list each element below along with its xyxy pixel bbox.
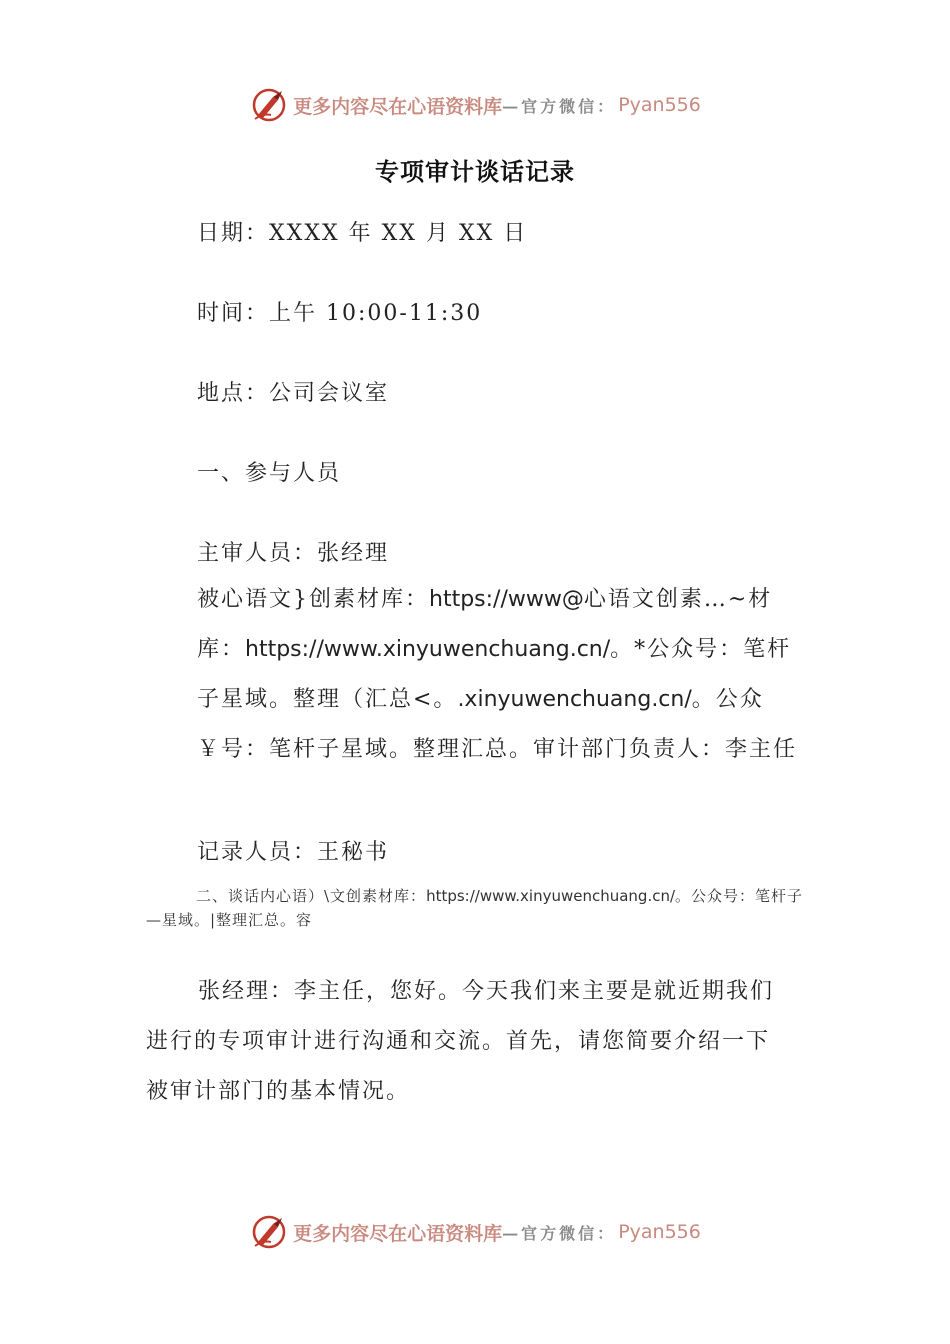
auditee-text-4: 。公众￥号：笔杆子星域。整理汇总。审计部门负责人：李主任: [197, 687, 798, 762]
content-url: https://www.xinyuwenchuang.cn/: [426, 887, 676, 905]
pen-logo-icon: [249, 1212, 289, 1252]
chief-auditor-line: 主审人员：张经理: [197, 541, 390, 566]
content-text-1: 二、谈话内心语）\文创素材库：: [196, 887, 427, 905]
header-watermark-banner: [0, 80, 950, 130]
dialogue-paragraph: 张经理：李主任，您好。今天我们来主要是就近期我们进行的专项审计进行沟通和交流。首先，请您简要介绍一下被审计部门的基本情况。: [146, 979, 775, 1104]
content-text-2: 。公众号：笔杆子—星域。|整理汇总。容: [146, 887, 804, 929]
banner-text: 更多内容尽在心语资料库: [293, 1222, 503, 1245]
auditee-url-1: https://www@: [429, 587, 584, 612]
pen-logo-icon: [249, 85, 289, 125]
auditee-url-3: .xinyuwenchuang.cn/: [457, 687, 692, 712]
footer-watermark-banner: [0, 1207, 950, 1257]
time-line: 时间：上午 10:00-11:30: [197, 301, 483, 326]
section-heading-participants: 一、参与人员: [197, 461, 342, 486]
auditee-url-2: https://www.xinyuwenchuang.cn/: [245, 637, 611, 662]
page-title: 专项审计谈话记录: [375, 157, 575, 186]
banner-wechat-id: Pyan556: [618, 94, 701, 116]
section-heading-content: [146, 884, 806, 932]
auditee-text-3: 。*公众号：笔杆子星域。整理（汇总<。: [197, 637, 792, 712]
recorder-line: 记录人员：王秘书: [197, 840, 390, 865]
banner-text: 更多内容尽在心语资料库: [293, 95, 503, 118]
auditee-text-1: 被心语文}创素材库：: [197, 587, 429, 612]
date-line: 日期：XXXX 年 XX 月 XX 日: [197, 221, 528, 246]
banner-official-label: —官方微信：: [502, 1223, 617, 1243]
place-line: 地点：公司会议室: [197, 381, 390, 406]
auditee-paragraph: [197, 575, 807, 775]
auditee-text-2: 心语文创素…~材库：: [197, 587, 773, 662]
banner-official-label: —官方微信：: [502, 96, 617, 116]
banner-wechat-id: Pyan556: [618, 1221, 701, 1243]
